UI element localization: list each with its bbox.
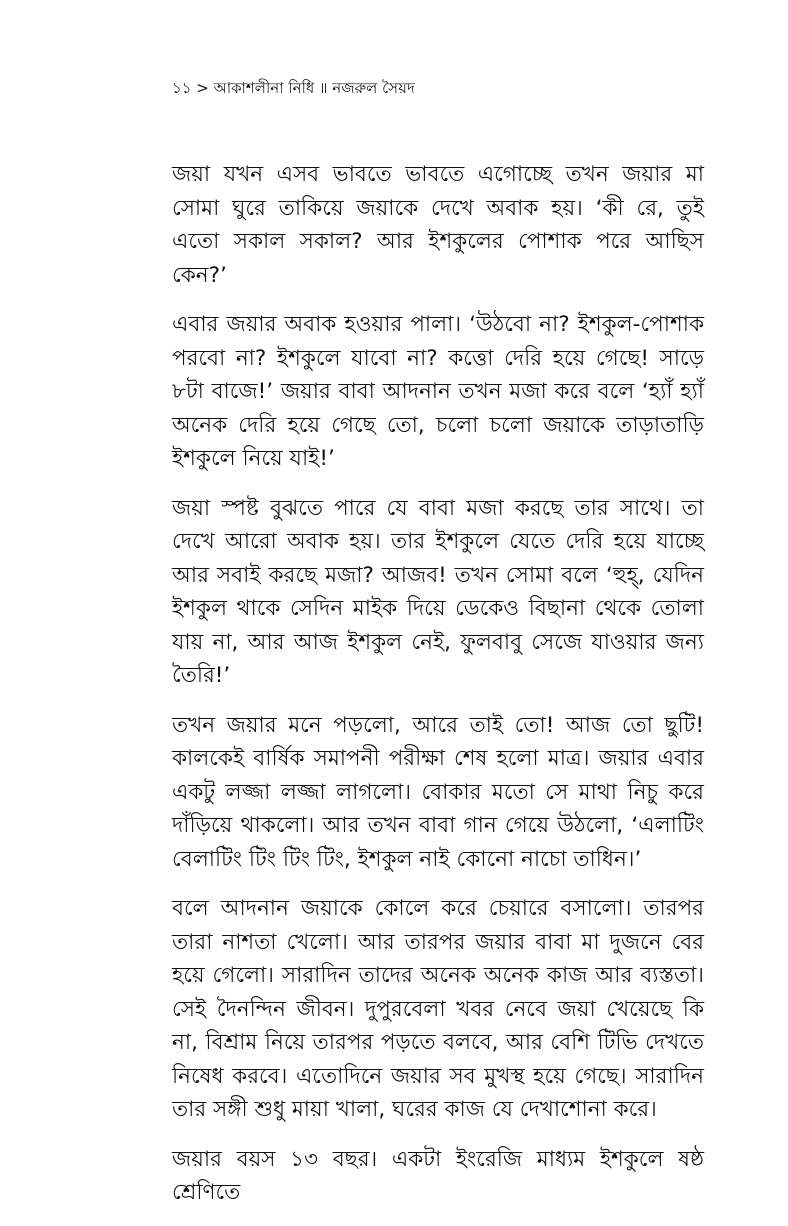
paragraph: এবার জয়ার অবাক হওয়ার পালা। ‘উঠবো না? ইশকুল-পোশাক পরবো না? ইশকুলে যাবো না? কত্তো দেরি হয়ে গেছে! সাড়ে ৮টা বাজে!’ জয়ার বাবা আদনান তখন মজা করে বলে ‘হ্যাঁ হ্যাঁ অনেক দেরি হয়ে গেছে তো, চলো চলো জয়াকে তাড়াতাড়ি ইশকুলে নিয়ে যাই!’	[172, 312, 704, 471]
paragraph: জয়ার বয়স ১৩ বছর। একটা ইংরেজি মাধ্যম ইশকুলে ষষ্ঠ শ্রেণিতে	[172, 1146, 704, 1205]
paragraph: বলে আদনান জয়াকে কোলে করে চেয়ারে বসালো। তারপর তারা নাশতা খেলো। আর তারপর জয়ার বাবা মা দুজনে বের হয়ে গেলো। সারাদিন তাদের অনেক অনেক কাজ আর ব্যস্ততা। সেই দৈনন্দিন জীবন। দুপুরবেলা খবর নেবে জয়া খেয়েছে কি না, বিশ্রাম নিয়ে তারপর পড়তে বলবে, আর বেশি টিভি দেখতে নিষেধ করবে। এতোদিনে জয়ার সব মুখস্থ হয়ে গেছে। সারাদিন তার সঙ্গী শুধু মায়া খালা, ঘরের কাজ যে দেখাশোনা করে।	[172, 896, 704, 1122]
paragraph: জয়া যখন এসব ভাবতে ভাবতে এগোচ্ছে তখন জয়ার মা সোমা ঘুরে তাকিয়ে জয়াকে দেখে অবাক হয়। ‘কী রে, তুই এতো সকাল সকাল? আর ইশকুলের পোশাক পরে আছিস কেন?’	[172, 162, 704, 288]
paragraph: জয়া স্পষ্ট বুঝতে পারে যে বাবা মজা করছে তার সাথে। তা দেখে আরো অবাক হয়। তার ইশকুলে যেতে দেরি হয়ে যাচ্ছে আর সবাই করছে মজা? আজব! তখন সোমা বলে ‘হুহ্‌, যেদিন ইশকুল থাকে সেদিন মাইক দিয়ে ডেকেও বিছানা থেকে তোলা যায় না, আর আজ ইশকুল নেই, ফুলবাবু সেজে যাওয়ার জন্য তৈরি!’	[172, 495, 704, 688]
paragraph: তখন জয়ার মনে পড়লো, আরে তাই তো! আজ তো ছুটি! কালকেই বার্ষিক সমাপনী পরীক্ষা শেষ হলো মাত্র। জয়ার এবার একটু লজ্জা লজ্জা লাগলো। বোকার মতো সে মাথা নিচু করে দাঁড়িয়ে থাকলো। আর তখন বাবা গান গেয়ে উঠলো, ‘এলাটিং বেলাটিং টিং টিং টিং, ইশকুল নাই কোনো নাচো তাধিন।’	[172, 712, 704, 872]
running-header: ১১ > আকাশলীনা নিধি ॥ নজরুল সৈয়দ	[172, 79, 415, 97]
body-text	[172, 158, 704, 1226]
